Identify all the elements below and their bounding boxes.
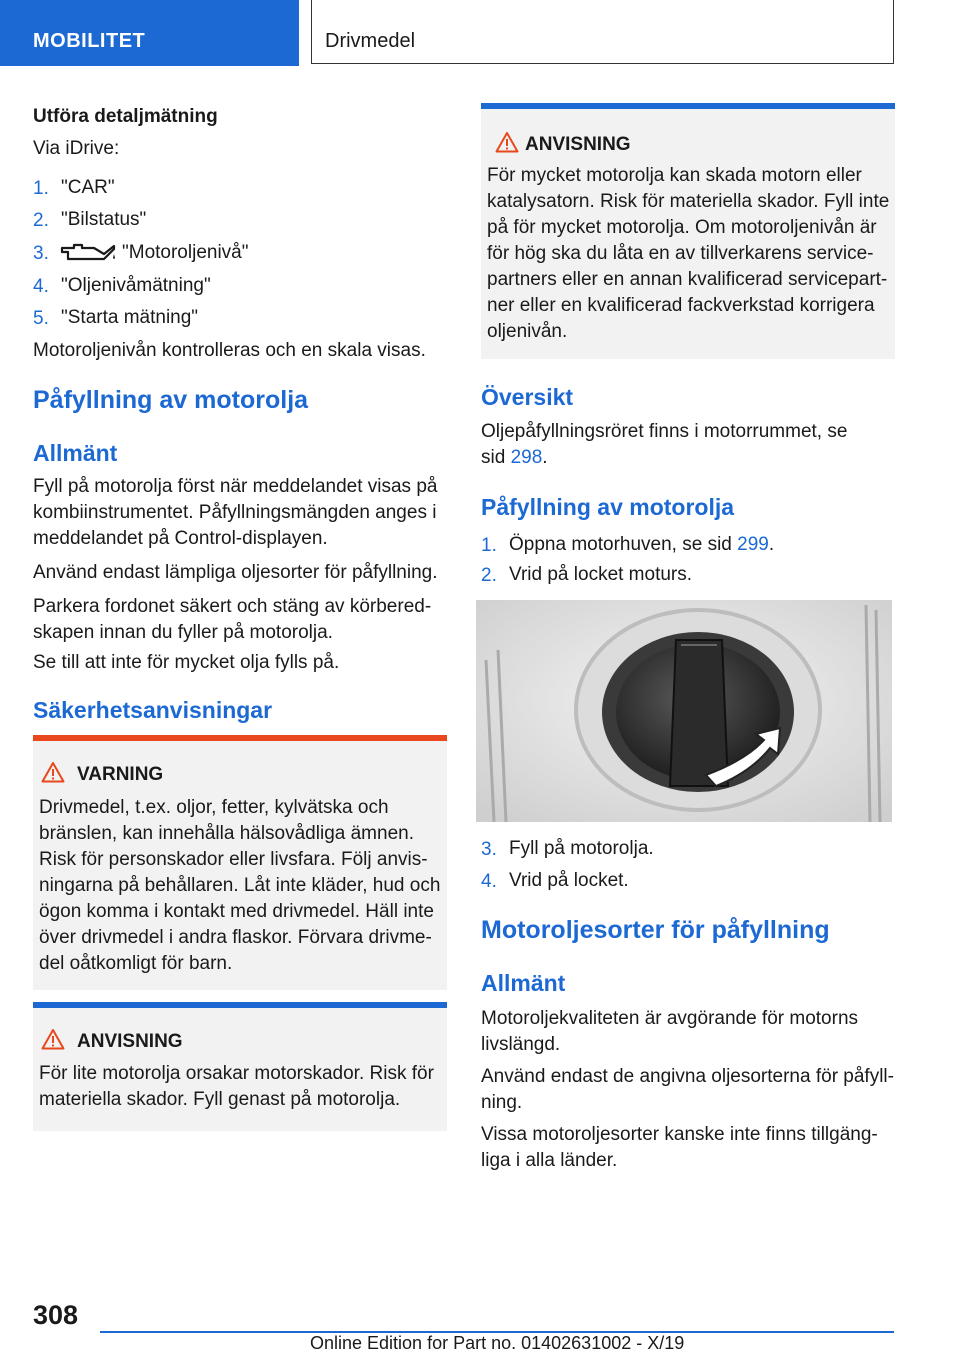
step-text: Vrid på locket. <box>509 870 629 891</box>
notice-box <box>33 1002 447 1131</box>
warning-triangle-icon <box>41 1028 65 1050</box>
notice-text: För lite motorolja orsakar motorskador. Risk för materiella skador. Fyll genast på motorolja. <box>39 1063 434 1110</box>
paragraph: Fyll på motorolja först när meddelandet visas på <box>33 476 438 497</box>
step-number: 4. <box>481 871 497 892</box>
notice-title: ANVISNING <box>77 1031 183 1052</box>
paragraph: Vissa motoroljesorter kanske inte finns tillgäng- <box>481 1124 878 1145</box>
heading-refill: Påfyllning av motorolja <box>33 386 309 414</box>
paragraph: meddelandet på Control-displayen. <box>33 528 328 549</box>
step-number: 4. <box>33 276 49 297</box>
warning-bar <box>33 735 447 741</box>
heading-general: Allmänt <box>481 970 566 996</box>
subheading-detailed-measurement: Utföra detaljmätning <box>33 106 218 127</box>
result-text: Motoroljenivån kontrolleras och en skala visas. <box>33 340 426 361</box>
oil-can-icon <box>60 240 116 264</box>
heading-safety: Säkerhetsanvisningar <box>33 697 273 723</box>
step-number: 2. <box>481 565 497 586</box>
page-link[interactable]: 298 <box>510 447 543 468</box>
warning-triangle-icon <box>495 131 519 153</box>
page-link[interactable]: 299 <box>737 534 769 555</box>
paragraph: Använd endast lämpliga oljesorter för påfyllning. <box>33 562 438 583</box>
step-number: 1. <box>481 535 497 556</box>
heading-general: Allmänt <box>33 440 118 466</box>
step-text: Fyll på motorolja. <box>509 838 654 859</box>
paragraph: liga i alla länder. <box>481 1150 618 1171</box>
paragraph: sid 298. <box>481 447 548 468</box>
paragraph: Se till att inte för mycket olja fylls på. <box>33 652 340 673</box>
page-number: 308 <box>33 1300 79 1330</box>
step-number: 3. <box>481 839 497 860</box>
step-text: "Bilstatus" <box>61 209 147 230</box>
heading-oil-types: Motoroljesorter för påfyllning <box>481 916 830 944</box>
paragraph: skapen innan du fyller på motorolja. <box>33 622 333 643</box>
section-tab <box>0 0 299 66</box>
paragraph: Använd endast de angivna oljesorterna för påfyll- <box>481 1066 894 1087</box>
step-text: Öppna motorhuven, se sid 299. <box>509 534 775 555</box>
notice-title: ANVISNING <box>525 134 631 155</box>
oil-cap-photo <box>476 600 892 822</box>
step-number: 1. <box>33 178 49 199</box>
via-idrive: Via iDrive: <box>33 138 120 159</box>
step-text: "Oljenivåmätning" <box>61 275 211 296</box>
notice-bar <box>33 1002 447 1008</box>
chapter-tab <box>311 0 894 64</box>
notice-bar <box>481 103 895 109</box>
warning-triangle-icon <box>41 761 65 783</box>
edition-text: Online Edition for Part no. 01402631002 - X/19 <box>310 1333 685 1353</box>
section-label: MOBILITET <box>33 30 146 52</box>
notice-box <box>481 103 895 359</box>
paragraph: livslängd. <box>481 1034 561 1055</box>
step-text: Vrid på locket moturs. <box>509 564 693 585</box>
chapter-label: Drivmedel <box>325 30 416 52</box>
step-text: "Motoroljenivå" <box>122 242 249 263</box>
paragraph: kombiinstrumentet. Påfyllningsmängden anges i <box>33 502 437 523</box>
heading-refill: Påfyllning av motorolja <box>481 494 735 520</box>
paragraph: ning. <box>481 1092 523 1113</box>
heading-overview: Översikt <box>481 384 574 410</box>
paragraph: Motoroljekvaliteten är avgörande för motorns <box>481 1008 859 1029</box>
step-number: 3. <box>33 243 49 264</box>
step-text: "Starta mätning" <box>61 307 199 328</box>
warning-box <box>33 735 447 990</box>
step-text: "CAR" <box>61 177 115 198</box>
warning-title: VARNING <box>77 764 164 785</box>
paragraph: Oljepåfyllningsröret finns i motorrummet, se <box>481 421 848 442</box>
warning-text: Drivmedel, t.ex. oljor, fetter, kylvätska och bränslen, kan innehålla hälsovådliga ämnen. Risk för personskador eller livsfara. Följ anvis- ningarna på behållaren. Låt inte kläder, hud och ögon komma i kontakt med drivmedel. Häll inte över drivmedel i andra flaskor. Förvara drivme- del oåtkomligt för barn. <box>39 797 441 974</box>
notice-text: För mycket motorolja kan skada motorn eller katalysatorn. Risk för materiella skador. Fyll inte på för mycket motorolja. Om motoroljenivån är för hög ska du låta en av tillverkarens service- partners eller en annan kvalificerad servicepart- ner eller en kvalificerad fackverkstad korrigera oljenivån. <box>487 165 890 342</box>
step-number: 5. <box>33 308 49 329</box>
paragraph: Parkera fordonet säkert och stäng av körbered- <box>33 596 432 617</box>
step-number: 2. <box>33 210 49 231</box>
